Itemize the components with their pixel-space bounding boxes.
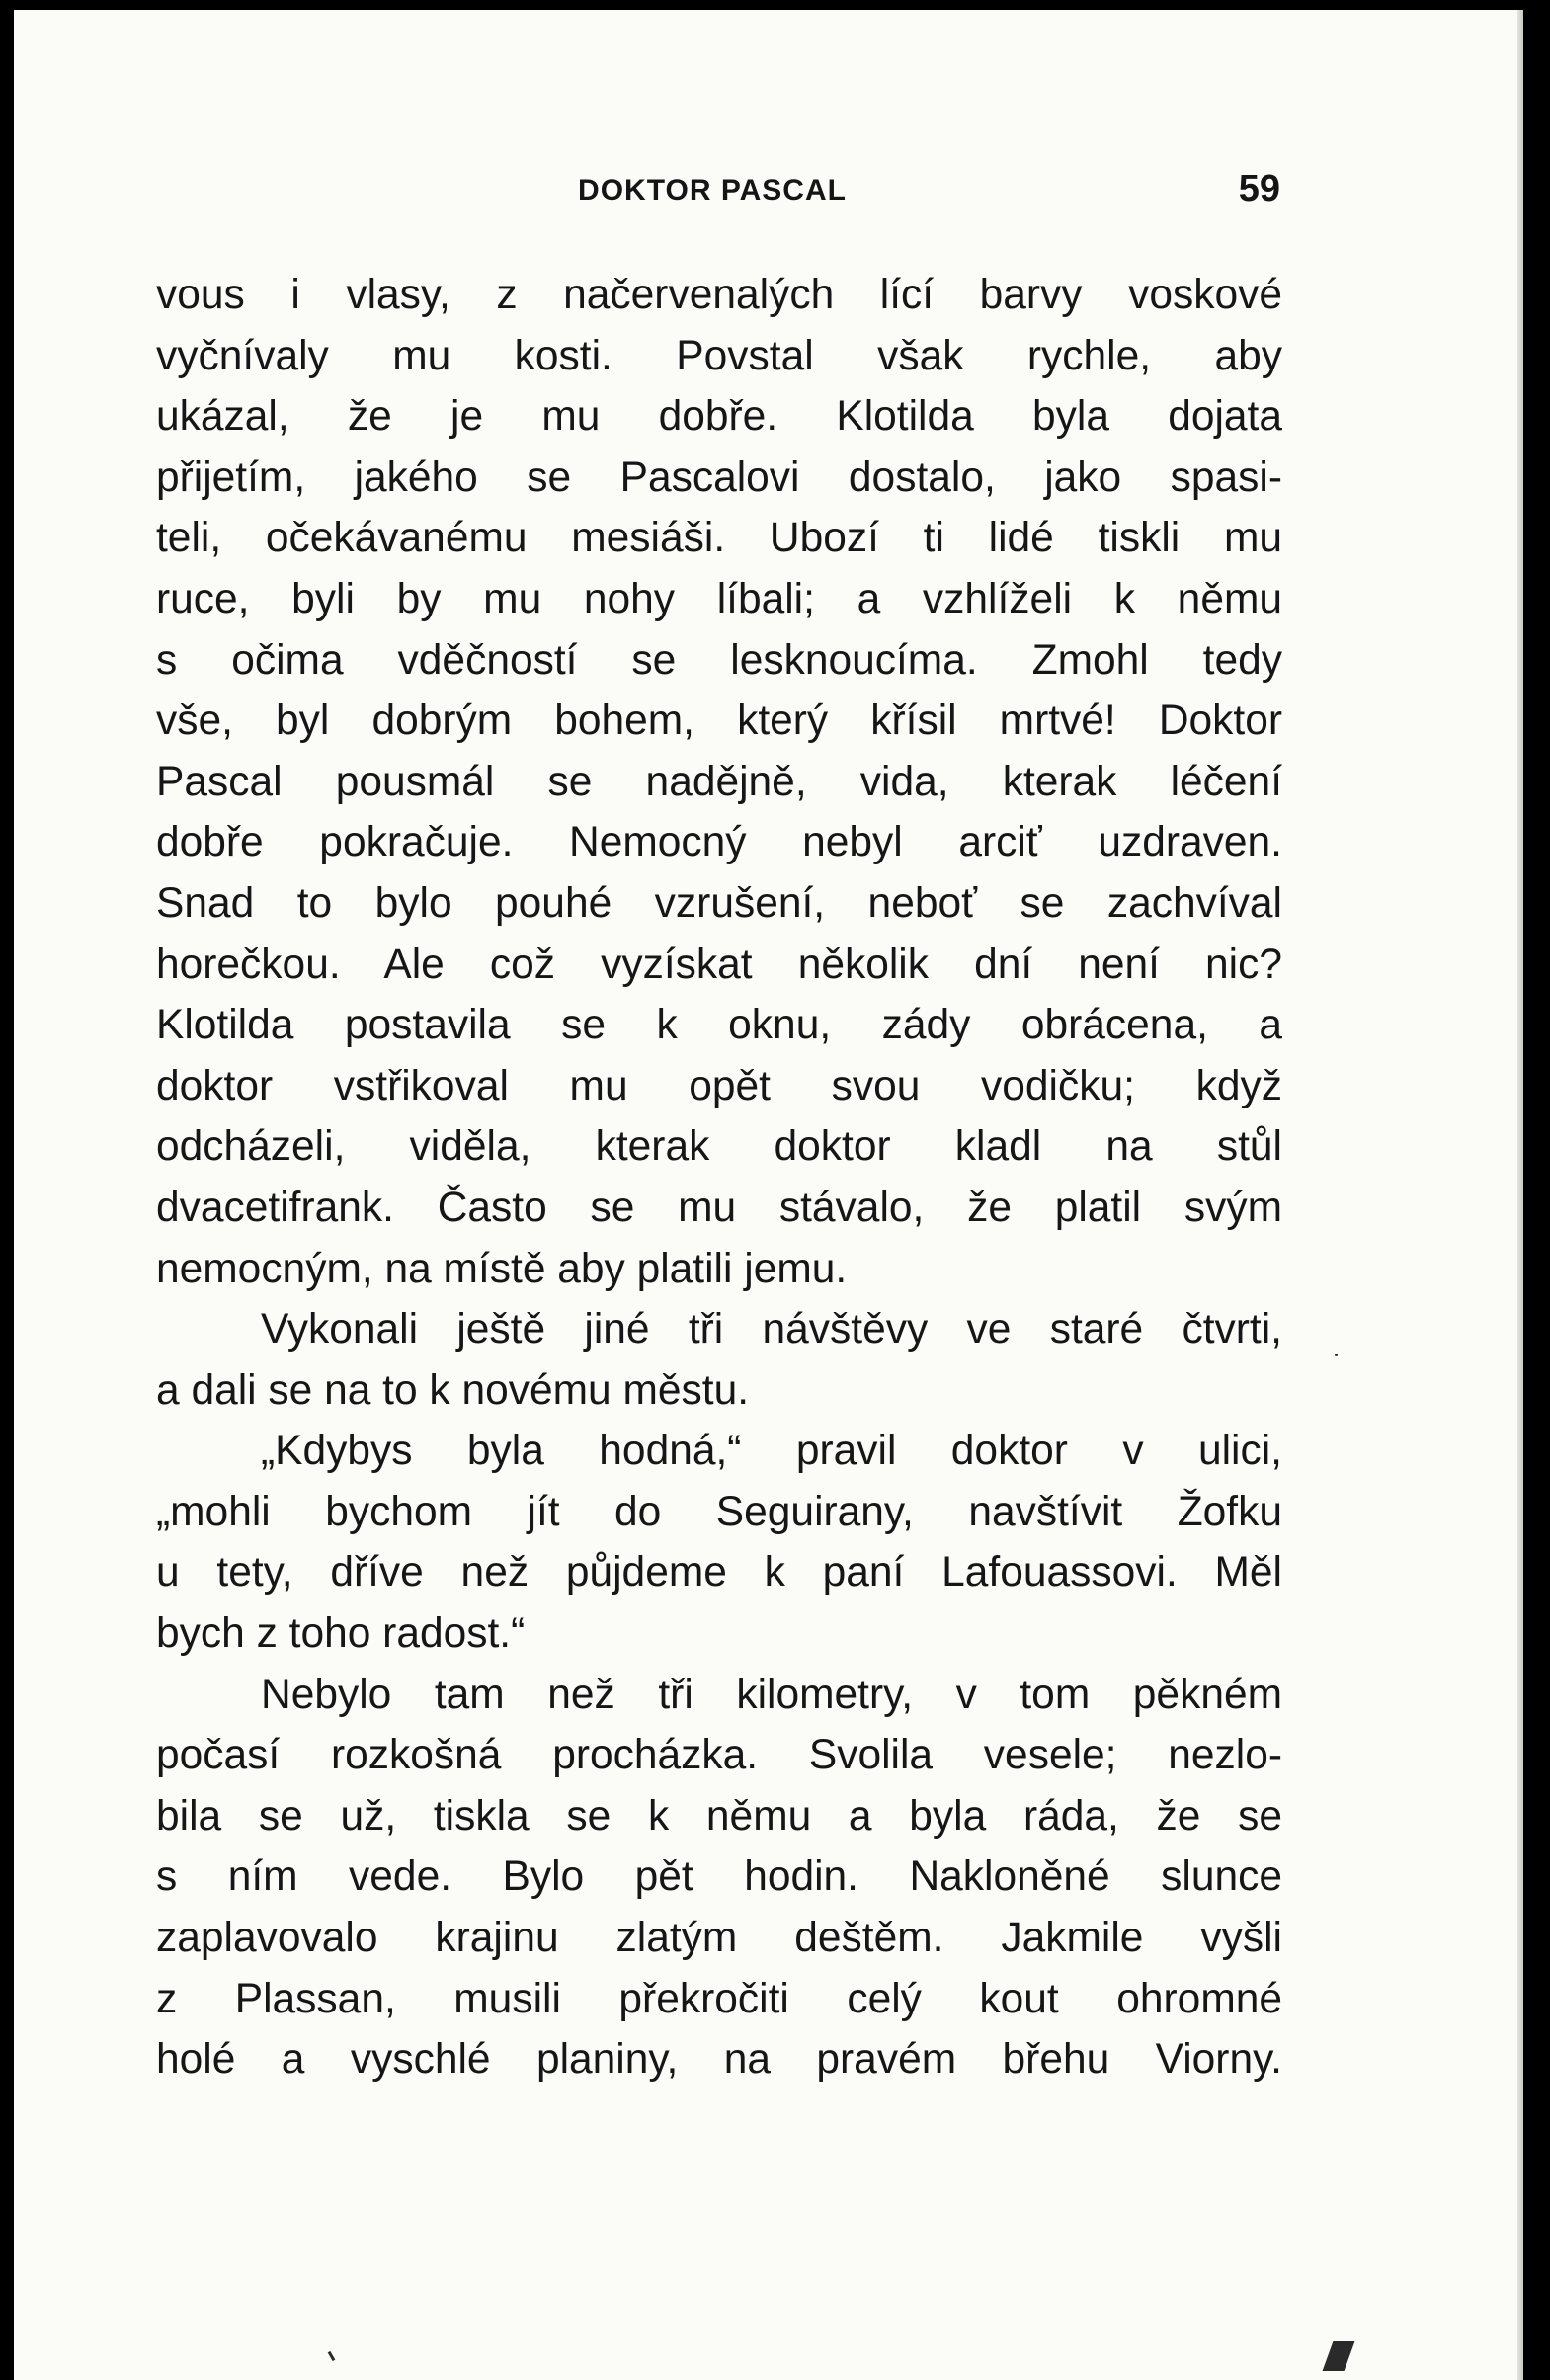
text-line: s očima vděčností se lesknoucíma. Zmohl tedy	[156, 636, 1282, 684]
text-line: dvacetifrank. Často se mu stávalo, že platil svým	[156, 1184, 1282, 1231]
text-line: s ním vede. Bylo pět hodin. Nakloněné slunce	[156, 1853, 1282, 1901]
text-line: z Plassan, musili překročiti celý kout ohromné	[156, 1975, 1282, 2022]
text-line: „Kdybys byla hodná,“ pravil doktor v ulici,	[261, 1428, 1282, 1475]
text-line: vše, byl dobrým bohem, který křísil mrtvé! Doktor	[156, 698, 1282, 745]
text-line: nemocným, na místě aby platili jemu.	[156, 1245, 848, 1292]
text-line: počasí rozkošná procházka. Svolila vesele; nezlo-	[156, 1732, 1282, 1779]
text-line: doktor vstřikoval mu opět svou vodičku; když	[156, 1062, 1282, 1109]
text-line: teli, očekávanému mesiáši. Ubozí ti lidé tiskli mu	[156, 515, 1282, 562]
text-line: vyčnívaly mu kosti. Povstal však rychle, aby	[156, 332, 1282, 379]
page-number: 59	[1238, 168, 1280, 209]
page-header	[144, 168, 1280, 217]
text-line: přijetím, jakého se Pascalovi dostalo, jako spasi-	[156, 453, 1282, 501]
text-line: u tety, dříve než půjdeme k paní Lafouassovi. Měl	[156, 1549, 1282, 1597]
text-line: Snad to bylo pouhé vzrušení, neboť se zachvíval	[156, 879, 1282, 927]
text-line: bych z toho radost.“	[156, 1610, 526, 1658]
text-line: bila se už, tiskla se k němu a byla ráda, že se	[156, 1792, 1282, 1840]
text-line: holé a vyschlé planiny, na pravém břehu Viorny.	[156, 2036, 1282, 2084]
text-line: Vykonali ještě jiné tři návštěvy ve staré čtvrti,	[261, 1306, 1282, 1354]
text-line: Pascal pousmál se nadějně, vida, kterak léčení	[156, 758, 1282, 805]
print-speck	[328, 2351, 336, 2361]
body-text	[156, 265, 1282, 2091]
text-line: ukázal, že je mu dobře. Klotilda byla dojata	[156, 393, 1282, 441]
text-line: a dali se na to k novému městu.	[156, 1366, 750, 1414]
running-title: DOKTOR PASCAL	[578, 174, 847, 206]
text-line: ruce, byli by mu nohy líbali; a vzhlíželi k němu	[156, 575, 1282, 622]
text-line: Klotilda postavila se k oknu, zády obrácena, a	[156, 1002, 1282, 1049]
print-speck	[1335, 1354, 1338, 1356]
page-edge	[1517, 10, 1523, 2380]
text-line: „mohli bychom jít do Seguirany, navštívit Žofku	[156, 1488, 1282, 1535]
text-line: Nebylo tam než tři kilometry, v tom pěkném	[261, 1671, 1282, 1718]
text-line: vous i vlasy, z načervenalých lící barvy voskové	[156, 272, 1282, 318]
print-speck	[1323, 2341, 1355, 2371]
text-line: horečkou. Ale což vyzískat několik dní není nic?	[156, 941, 1282, 988]
text-line: odcházeli, viděla, kterak doktor kladl na stůl	[156, 1123, 1282, 1171]
book-page	[14, 10, 1523, 2380]
text-line: zaplavovalo krajinu zlatým deštěm. Jakmile vyšli	[156, 1915, 1282, 1962]
text-line: dobře pokračuje. Nemocný nebyl arciť uzdraven.	[156, 819, 1282, 866]
